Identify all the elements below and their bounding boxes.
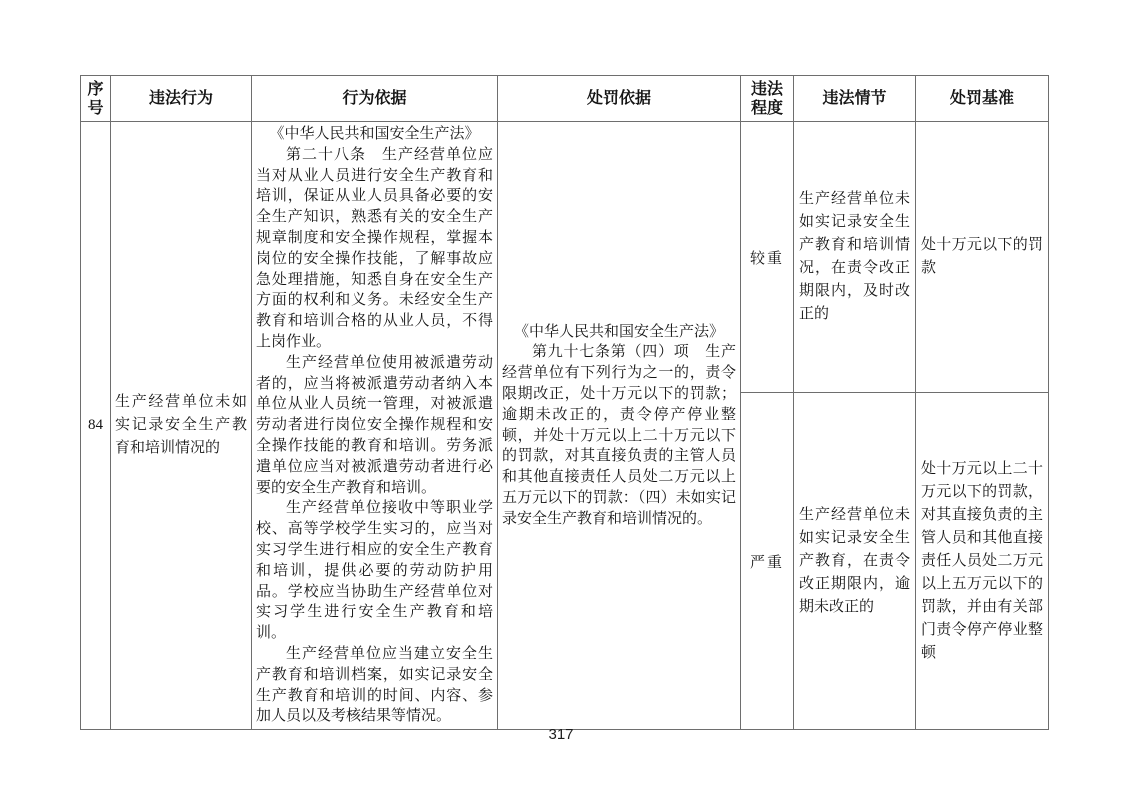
penalty-table [80, 75, 1049, 730]
cell-violation: 生产经营单位未如实记录安全生产教育和培训情况的 [111, 122, 252, 730]
header-penalty-basis: 处罚依据 [498, 76, 741, 122]
cell-degree-severe: 严重 [741, 393, 794, 730]
header-behavior-basis: 行为依据 [252, 76, 498, 122]
cell-benchmark-moderate: 处十万元以下的罚款 [916, 122, 1049, 393]
cell-circumstance-moderate: 生产经营单位未如实记录安全生产教育和培训情况，在责令改正期限内，及时改正的 [794, 122, 916, 393]
header-degree: 违法程度 [741, 76, 794, 122]
header-row [81, 76, 1049, 122]
behavior-basis-paragraph: 生产经营单位应当建立安全生产教育和培训档案，如实记录安全生产教育和培训的时间、内容、参加人员以及考核结果等情况。 [256, 645, 493, 725]
cell-circumstance-severe: 生产经营单位未如实记录安全生产教育，在责令改正期限内，逾期未改正的 [794, 393, 916, 730]
behavior-basis-paragraph: 生产经营单位接收中等职业学校、高等学校学生实习的，应当对实习学生进行相应的安全生产教育和培训，提供必要的劳动防护用品。学校应当协助生产经营单位对实习学生进行安全生产教育和培训。 [256, 500, 493, 642]
page-number: 317 [548, 726, 574, 743]
header-serial: 序号 [81, 76, 111, 122]
cell-behavior-basis [252, 122, 498, 730]
cell-serial-number: 84 [81, 122, 111, 730]
header-violation: 违法行为 [111, 76, 252, 122]
penalty-basis-paragraph: 第九十七条第（四）项 生产经营单位有下列行为之一的，责令限期改正，处十万元以下的罚款；逾期未改正的，责令停产停业整顿，并处十万元以上二十万元以下的罚款，对其直接负责的主管人员和其他直接责任人员处二万元以上五万元以下的罚款：（四）未如实记录安全生产教育和培训情况的。 [502, 344, 736, 527]
penalty-basis-law-title: 《中华人民共和国安全生产法》 [513, 323, 724, 340]
behavior-basis-paragraph: 第二十八条 生产经营单位应当对从业人员进行安全生产教育和培训，保证从业人员具备必要的安全生产知识，熟悉有关的安全生产规章制度和安全操作规程，掌握本岗位的安全操作技能，了解事故应急处理措施，知悉自身在安全生产方面的权利和义务。未经安全生产教育和培训合格的从业人员，不得上岗作业。 [256, 146, 493, 350]
cell-degree-moderate: 较重 [741, 122, 794, 393]
behavior-basis-paragraph: 生产经营单位使用被派遣劳动者的，应当将被派遣劳动者纳入本单位从业人员统一管理，对被派遣劳动者进行岗位安全操作规程和安全操作技能的教育和培训。劳务派遣单位应当对被派遣劳动者进行必要的安全生产教育和培训。 [256, 354, 493, 496]
cell-benchmark-severe: 处十万元以上二十万元以下的罚款，对其直接负责的主管人员和其他直接责任人员处二万元以上五万元以下的罚款，并由有关部门责令停产停业整顿 [916, 393, 1049, 730]
header-benchmark: 处罚基准 [916, 76, 1049, 122]
header-circumstance: 违法情节 [794, 76, 916, 122]
table-row-1 [81, 122, 1049, 393]
behavior-basis-law-title: 《中华人民共和国安全生产法》 [269, 126, 480, 142]
cell-penalty-basis [498, 122, 741, 730]
